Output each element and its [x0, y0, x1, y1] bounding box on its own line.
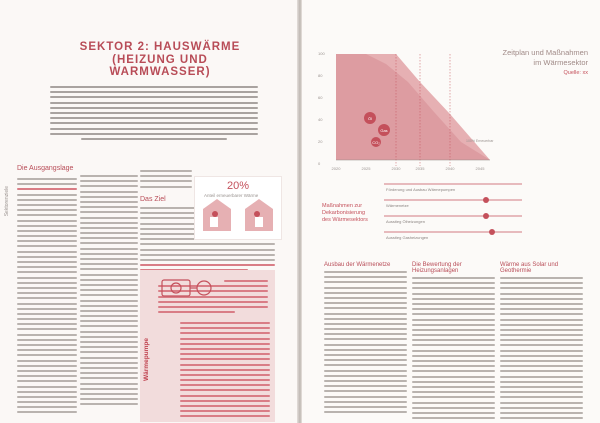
column-3: [500, 262, 583, 422]
panel-title-line-2: im Wärmesektor: [533, 58, 588, 67]
section-heading-goal: Das Ziel: [140, 196, 166, 203]
stat-caption: Anteil erneuerbarer Wärme: [204, 193, 259, 198]
panel-title: [498, 48, 588, 78]
timeline-legend: Maßnahmen zur Dekarbonisierung des Wärmesektors: [322, 203, 368, 223]
x-tick: 2025: [361, 166, 371, 171]
timeline-row: Förderung und Ausbau Wärmepumpen: [386, 187, 456, 192]
y-tick: 80: [318, 73, 323, 78]
heatpump-illustration: [160, 274, 220, 300]
annotation: CO₂: [372, 140, 380, 145]
decline-chart: [316, 42, 494, 172]
timeline: [382, 180, 592, 252]
panel-title-line-1: Zeitplan und Maßnahmen: [502, 48, 588, 57]
timeline-row: Ausstieg Gasheizungen: [386, 235, 429, 240]
title-line-2: (HEIZUNG UND WARMWASSER): [109, 54, 211, 78]
column-1: [324, 262, 407, 416]
stat-percent: 20%: [227, 180, 250, 192]
column-3-top-text: [140, 170, 192, 191]
y-tick: 0: [318, 161, 321, 166]
column-2: [412, 262, 495, 422]
panel-source: Quelle: xx: [563, 70, 588, 76]
y-tick: 40: [318, 117, 323, 122]
end-label: 100% Erneuerbar: [466, 139, 494, 143]
column-3-heading: Wärme aus Solar und Geothermie: [500, 262, 559, 274]
column-1-text: [17, 178, 77, 417]
annotation: Öl: [368, 116, 372, 121]
left-page: [0, 0, 297, 423]
page-title: [60, 41, 260, 78]
y-tick: 60: [318, 95, 323, 100]
timeline-row: Wärmenetze: [386, 203, 409, 208]
timeline-row: Ausstieg Ölheizungen: [386, 219, 425, 224]
intro-paragraph: [50, 86, 258, 143]
column-2-heading: Die Bewertung der Heizungsanlagen: [412, 262, 462, 274]
x-tick: 2030: [391, 166, 401, 171]
y-tick: 100: [318, 51, 325, 56]
side-label: Sektorenziele: [4, 186, 10, 217]
right-page: [302, 0, 600, 423]
x-tick: 2045: [475, 166, 485, 171]
y-tick: 20: [318, 139, 323, 144]
x-tick: 2040: [445, 166, 455, 171]
title-line-1: SEKTOR 2: HAUSWÄRME: [79, 41, 241, 53]
column-2-text: [80, 175, 138, 408]
x-tick: 2035: [415, 166, 425, 171]
column-1-heading: Ausbau der Wärmenetze: [324, 262, 391, 268]
info-box-tab: [142, 300, 154, 420]
section-heading-start: Die Ausgangslage: [17, 165, 74, 172]
info-box-label: Wärmepumpe: [143, 338, 150, 381]
x-tick: 2020: [331, 166, 341, 171]
annotation: Gas: [380, 128, 388, 133]
